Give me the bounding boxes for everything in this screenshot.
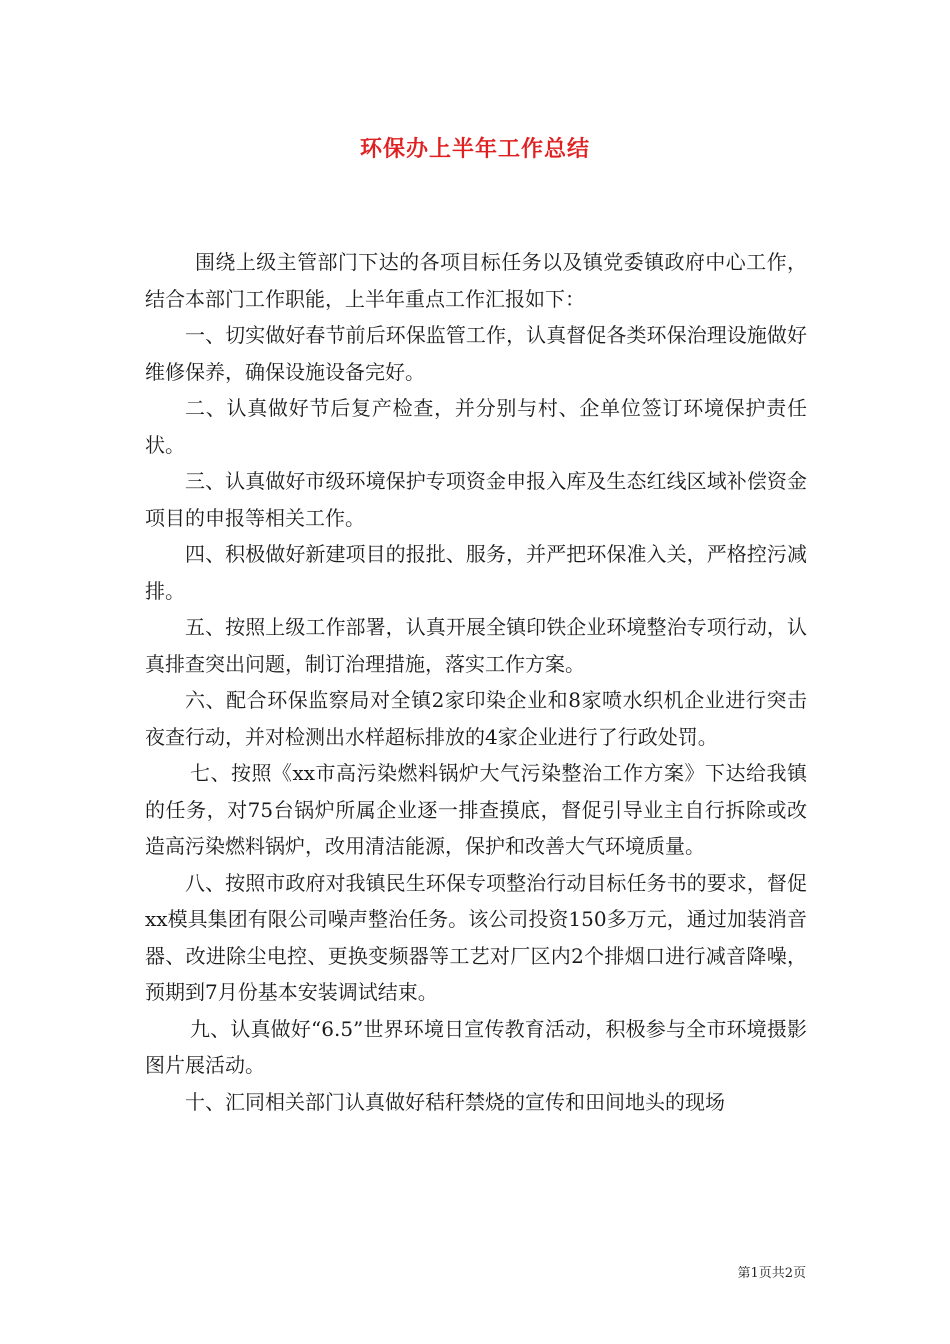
paragraph-item-2: 二、认真做好节后复产检查，并分别与村、企单位签订环境保护责任状。 bbox=[145, 396, 807, 457]
paragraph-item-1: 一、切实做好春节前后环保监管工作，认真督促各类环保治理设施做好维修保养，确保设施设备完好。 bbox=[145, 323, 807, 384]
paragraph-item-5: 五、按照上级工作部署，认真开展全镇印铁企业环境整治专项行动，认真排查突出问题，制订治理措施，落实工作方案。 bbox=[145, 615, 807, 676]
paragraph-item-10: 十、汇同相关部门认真做好秸秆禁烧的宣传和田间地头的现场 bbox=[185, 1089, 725, 1114]
page-number: 第1页共2页 bbox=[737, 1266, 806, 1281]
paragraph-item-4: 四、积极做好新建项目的报批、服务，并严把环保准入关，严格控污减排。 bbox=[145, 542, 807, 603]
paragraph-item-7: 七、按照《xx市高污染燃料锅炉大气污染整治工作方案》下达给我镇的任务，对75台锅炉所属企业逐一排查摸底，督促引导业主自行拆除或改造高污染燃料锅炉，改用清洁能源，保护和改善大气环境质量。 bbox=[145, 761, 807, 858]
paragraph-item-3: 三、认真做好市级环境保护专项资金申报入库及生态红线区域补偿资金项目的申报等相关工作。 bbox=[145, 469, 807, 530]
paragraph-item-9: 九、认真做好“6.5”世界环境日宣传教育活动，积极参与全市环境摄影图片展活动。 bbox=[145, 1016, 807, 1077]
paragraph-intro: 围绕上级主管部门下达的各项目标任务以及镇党委镇政府中心工作，结合本部门工作职能，上半年重点工作汇报如下： bbox=[145, 250, 807, 311]
document-body bbox=[145, 244, 807, 1120]
document-title: 环保办上半年工作总结 bbox=[359, 136, 590, 162]
paragraph-item-8: 八、按照市政府对我镇民生环保专项整治行动目标任务书的要求，督促xx模具集团有限公司噪声整治任务。该公司投资150多万元，通过加装消音器、改进除尘电控、更换变频器等工艺对厂区内2个排烟口进行减音降噪，预期到7月份基本安装调试结束。 bbox=[145, 870, 807, 1004]
paragraph-item-6: 六、配合环保监察局对全镇2家印染企业和8家喷水织机企业进行突击夜查行动，并对检测出水样超标排放的4家企业进行了行政处罚。 bbox=[145, 688, 807, 749]
